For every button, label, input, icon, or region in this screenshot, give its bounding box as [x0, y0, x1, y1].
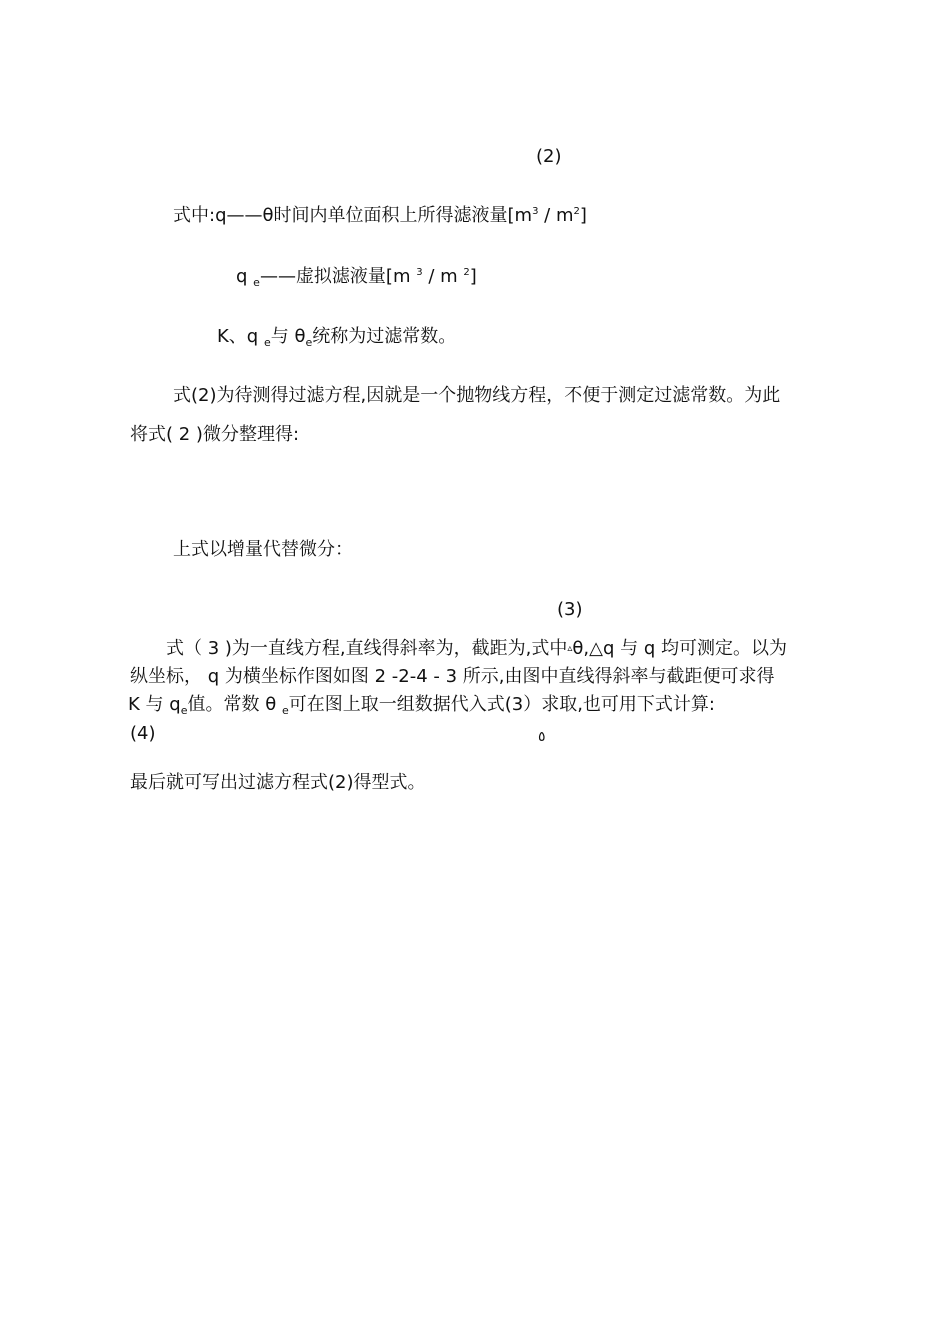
paragraph-3-line-2: 纵坐标， q 为横坐标作图如图 2 -2-4 - 3 所示,由图中直线得斜率与截距便可求得	[130, 666, 775, 687]
paragraph-1-line-2: 将式( 2 )微分整理得:	[130, 424, 300, 445]
definition-q-text: 式中:q——θ时间内单位面积上所得滤液量[m	[173, 205, 533, 226]
definition-q-unit: / m	[538, 205, 574, 226]
constants-k-q: K、q	[217, 326, 264, 347]
constants-text: 统称为过滤常数。	[312, 326, 457, 347]
paragraph-4-line-1: 最后就可写出过滤方程式(2)得型式。	[130, 772, 426, 793]
equation-4-mark: ٥	[538, 729, 546, 745]
delta-small: ▵	[567, 643, 573, 654]
equation-4-label: (4)	[130, 723, 156, 744]
theta-e-subscript: e	[305, 336, 313, 349]
definition-constants	[217, 325, 456, 349]
qe-subscript: e	[263, 336, 271, 349]
definition-q	[173, 204, 587, 228]
theta-e-subscript: e	[281, 704, 289, 717]
qe-subscript: e	[180, 704, 188, 717]
paragraph-3-line-3	[128, 693, 715, 717]
constants-theta: 与 θ	[270, 326, 306, 347]
paragraph-3-line-3-a: K 与 q	[128, 694, 181, 715]
paragraph-3-line-3-b: 值。常数 θ	[187, 694, 282, 715]
definition-qe	[236, 265, 477, 289]
paragraph-3-line-3-c: 可在图上取一组数据代入式(3）求取,也可用下式计算:	[288, 694, 715, 715]
equation-2-label: (2)	[536, 146, 562, 167]
definition-qe-text: ——虚拟滤液量[m	[259, 266, 417, 287]
superscript-2: 2	[573, 206, 580, 217]
paragraph-3-line-1-a: 式（ 3 )为一直线方程,直线得斜率为，截距为,式中	[166, 638, 568, 659]
qe-symbol: q	[236, 266, 254, 287]
definition-qe-bracket: ]	[469, 266, 477, 287]
superscript-3: 3	[532, 206, 539, 217]
paragraph-3-line-1-b: θ,△q 与 q 均可测定。以为	[572, 638, 787, 659]
definition-q-bracket: ]	[579, 205, 587, 226]
paragraph-2-line-1: 上式以增量代替微分：	[173, 539, 353, 560]
paragraph-1-line-1: 式(2)为待测得过滤方程,因就是一个抛物线方程，不便于测定过滤常数。为此	[173, 385, 781, 406]
qe-subscript: e	[253, 276, 260, 289]
superscript-2: 2	[463, 267, 470, 278]
superscript-3: 3	[416, 267, 423, 278]
definition-qe-unit: / m	[422, 266, 464, 287]
paragraph-3-line-1	[166, 637, 787, 661]
equation-3-label: (3)	[557, 599, 583, 620]
